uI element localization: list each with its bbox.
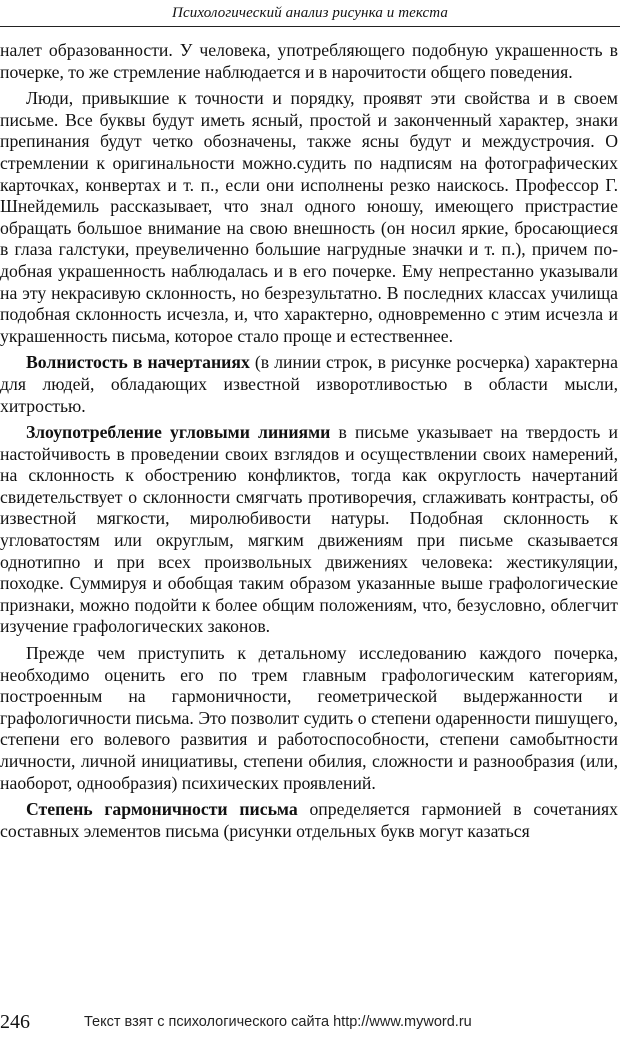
header-divider [0,26,620,27]
paragraph-4-term: Злоупотребление угловыми линиями [26,422,331,443]
paragraph-3-text: (в линии строк, в рисунке росчерка) характерна для людей, обладающих известной изворотливостью в области мысли, хитростью. [0,352,618,416]
paragraph-6-term: Степень гармоничности письма [26,799,298,820]
source-note: Текст взят с психологического сайта http://www.myword.ru [84,1014,472,1030]
paragraph-5 [0,643,618,794]
paragraph-3 [0,352,618,417]
paragraph-4-text: в письме указывает на твердость и настойчивость в проведении своих взглядов и осуществлении своих намерений, на склонность к обострению конфликтов, тогда как округлость начертаний свидетельствует о склонности смягчать противоречия, сглаживать контрасты, об известной мягкости, миролюбивости натуры. Подобная склонность к угловатостям или округлым, мягким движениям при письме сказывается однотипно и при всех произвольных движениях человека: жестикуляции, походке. Суммируя и обобщая таким образом указанные выше графологические признаки, можно подойти к более общим положениям, что, безусловно, облегчит изучение графологических законов. [0,422,618,637]
paragraph-2 [0,88,618,347]
paragraph-3-term: Волнистость в начертаниях [26,352,250,373]
paragraph-4 [0,422,618,638]
paragraph-6 [0,799,618,842]
page-body [0,40,618,842]
paragraph-2-text: Люди, привыкшие к точности и порядку, проявят эти свойства и в своем письме. Все буквы будут иметь ясный, простой и законченный характер, знаки препинания будут четко обозначены, также ясны будут и междустрочия. О стремлении к оригинальности можно.судить по надписям на фотографических карточках, конвертах и т. п., если они исполнены резко наискось. Профессор Г. Шнейдемиль рассказывает, что знал одного юношу, имеющего пристрастие обращать большое внимание на свою внешность (он носил яркие, бросающиеся в глаза галстуки, преувеличенно большие нагрудные значки и т. п.), причем подобная украшенность наблюдалась и в его почерке. Ему непрестанно указывали на эту некрасивую склонность, но безрезультатно. В последних классах училища подобная склонность исчезла, и, что характерно, одновременно с этим исчезла и украшенность письма, которое стало проще и естественнее. [0,88,618,346]
paragraph-1 [0,40,618,83]
paragraph-6-text: определяется гармонией в сочетаниях составных элементов письма (рисунки отдельных букв могут казаться [0,799,619,841]
running-head-title: Психологический анализ рисунка и текста [172,5,448,21]
page-number: 246 [0,1011,30,1033]
paragraph-5-text: Прежде чем приступить к детальному исследованию каждого почерка, необходимо оценить его по трем главным графологическим категориям, построенным на гармоничности, геометрической выдержанности и графологичности письма. Это позволит судить о степени одаренности пишущего, степени его волевого развития и работоспособности, степени самобытности личности, личной инициативы, степени обилия, сложности и разнообразия (или, наоборот, однообразия) психических проявлений. [0,643,618,793]
paragraph-1-text: налет образованности. У человека, употребляющего подобную украшенность в почерке, то же стремление наблюдается и в нарочитости общего поведения. [0,40,618,82]
